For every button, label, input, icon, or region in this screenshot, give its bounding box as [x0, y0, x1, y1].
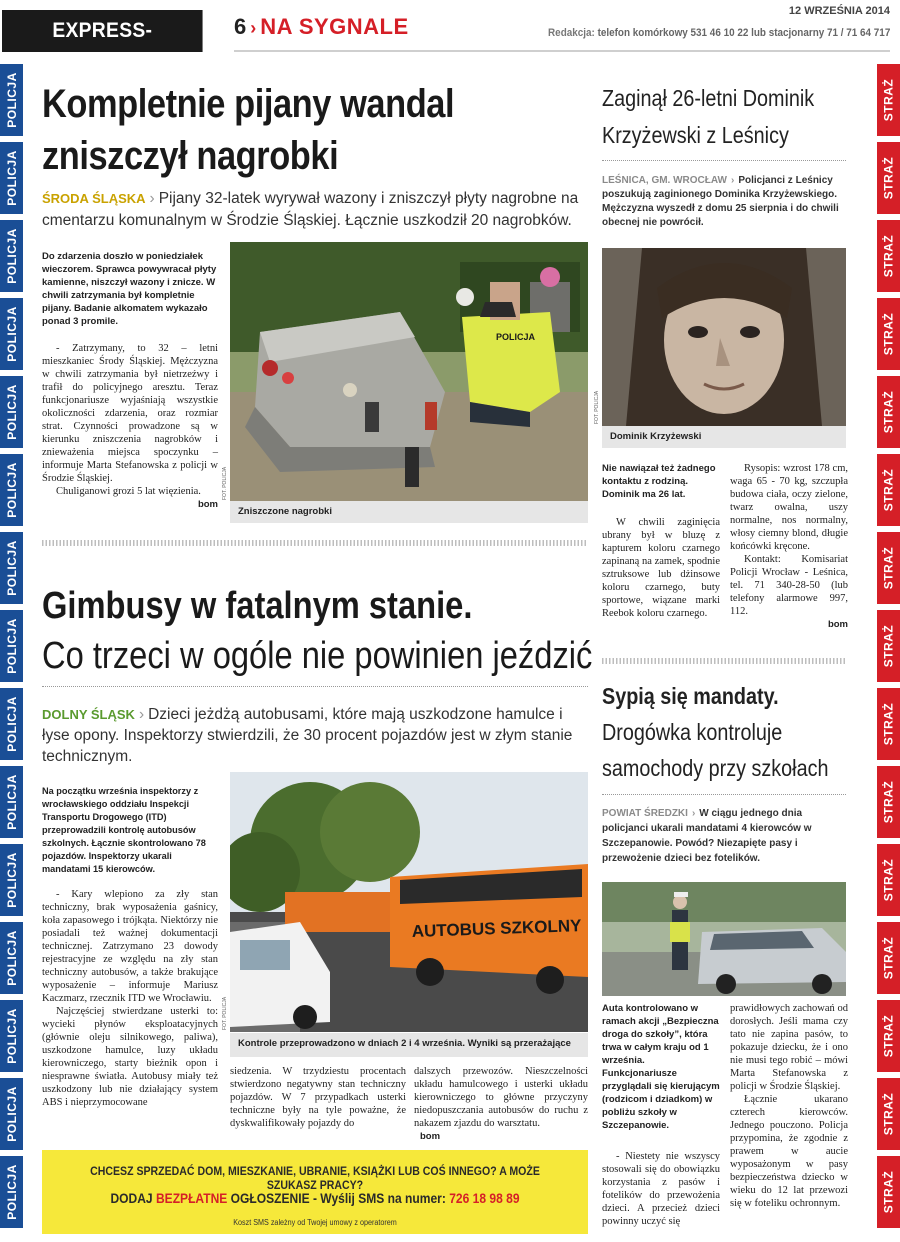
article2-photo-caption: Kontrole przeprowadzono w dniach 2 i 4 września. Wyniki są przerażające: [230, 1033, 588, 1057]
article2-lead-text: Dzieci jeżdżą autobusami, które mają uszkodzone hamulce i łyse opony. Inspektorzy stwierdzili, że 30 procent pojazdów jest w złym stanie technicznym.: [42, 706, 573, 765]
police-tab: [0, 922, 23, 994]
fire-tab: [877, 922, 900, 994]
ad-free-label: BEZPŁATNE: [155, 1190, 228, 1206]
article3-signature: bom: [827, 619, 848, 630]
article4-paragraph: Łącznie ukarano czterech kierowców. Jednego pouczono. Policja przypomina, że zgodnie z prawem w aucie wyposażonym w pasy bezpieczeństwa dziecko w wieku do 12 lat przewozi się w foteliku ochronnym.: [730, 1094, 848, 1209]
article3-photo-caption: Dominik Krzyżewski: [602, 426, 846, 448]
ad-sms-label: OGŁOSZENIE - Wyślij SMS na numer:: [230, 1190, 446, 1206]
article2-signature: bom: [420, 1131, 441, 1142]
fire-tab: [877, 142, 900, 214]
article4-lead: [602, 806, 846, 866]
article2-paragraph: Najczęściej stwierdzane usterki to: wycieki płynów eksploatacyjnych (głównie oleju silnikowego, paliwa), uszkodzone hamulce, luzy układu kierowniczego, starty bieżnik opon i niesprawne światła. Autobusy miały też uszkodzony lub nie działający system ABS i nieprzymocowane: [42, 1006, 218, 1108]
article4-paragraph: - Niestety nie wszyscy stosowali się do obowiązku korzystania z pasów i fotelików do przewożenia dzieci. A przecież dzieci powinny uczyć się: [602, 1151, 720, 1227]
article1-photo-credit: FOT. POLICJA: [222, 466, 228, 500]
article2-lead: [42, 704, 592, 767]
police-tab: [0, 1078, 23, 1150]
article3-body-col1: [602, 516, 720, 620]
fire-tab: [877, 64, 900, 136]
ad-sms-number[interactable]: 726 18 98 89: [449, 1190, 520, 1206]
page-number: 6: [234, 14, 247, 39]
fire-tab: [877, 1000, 900, 1072]
article1-paragraph: - Zatrzymany, to 32 – letni mieszkaniec Środy Śląskiej. Mężczyzna w chwili zatrzymania był nietrzeźwy i trafił do policyjnego aresztu. Teraz funkcjonariusze wyjaśniają wszystkie okoliczności zdarzenia, oraz rozmiar strat. Czynności prowadzone są w kierunku zniszczenia nagrobków i znieważenia miejsca spoczynku – informuje Marta Stefanowska z policji w Środzie Śląskiej.: [42, 343, 218, 484]
article3-rule: [602, 160, 846, 161]
article4-lead-text: W ciągu jednego dnia policjanci ukarali mandatami 4 kierowców w Szczepanowie. Powód? Niezapięte pasy i przewożenie dzieci bez fotelików.: [602, 808, 812, 864]
editorial-phones: telefon komórkowy 531 46 10 22 lub stacjonarny 71 / 71 64 717: [597, 27, 890, 39]
article1-lead: [42, 188, 594, 232]
ad-call-to-action: [80, 1190, 550, 1206]
police-tab-label: POLICJA: [4, 228, 19, 284]
police-tab: [0, 376, 23, 448]
article3-body-col2: [730, 462, 848, 631]
issue-date: 12 WRZEŚNIA 2014: [788, 5, 890, 17]
ad-cost-note: Koszt SMS zależny od Twojej umowy z operatorem: [233, 1218, 397, 1227]
police-tab: [0, 688, 23, 760]
police-tab: [0, 766, 23, 838]
fire-tab-label: STRAŻ: [881, 156, 896, 200]
site-logo[interactable]: EXPRESS-MIEJSKI.PL: [2, 10, 203, 52]
article2-photo-credit: FOT. POLICJA: [222, 996, 228, 1030]
article3-title: Zaginął 26-letni Dominik Krzyżewski z Leśnicy: [602, 85, 815, 148]
police-tab: [0, 532, 23, 604]
chevron-right-icon: ›: [731, 175, 735, 186]
page-number-section: [234, 14, 409, 40]
article2-intro: Na początku września inspektorzy z wrocławskiego oddziału Inspekcji Transportu Drogowego (ITD) przeprowadzili kontrolę autobusów szkolnych. Łącznie skontrolowano 78 pojazdów. Inspektorzy ukarali mandatami 15 kierowców.: [42, 786, 206, 874]
fire-tab: [877, 532, 900, 604]
police-tab: [0, 142, 23, 214]
fire-tab: [877, 454, 900, 526]
police-tab: [0, 64, 23, 136]
article4-paragraph: prawidłowych zachowań od dorosłych. Jeśli mama czy tato nie zapina pasów, to pokazuje dziecku, że i ono nie musi tego robić – mówi Marta Stefanowska z policji w Środzie Śląskiej.: [730, 1003, 848, 1092]
fire-tab: [877, 844, 900, 916]
sms-ad-banner[interactable]: [42, 1150, 588, 1234]
portrait-photo: [602, 248, 846, 426]
police-tab: [0, 610, 23, 682]
fire-tab-label: STRAŻ: [881, 1092, 896, 1136]
school-bus-photo: [230, 772, 588, 1032]
fire-tab-label: STRAŻ: [881, 234, 896, 278]
article3-paragraph: Rysopis: wzrost 178 cm, waga 65 - 70 kg, szczupła budowa ciała, oczy zielone, twarz owalna, uszy normalne, nos normalny, włosy ciemny blond, długie końcówki kręcone.: [730, 463, 848, 552]
traffic-control-photo: [602, 882, 846, 996]
police-tab-label: POLICJA: [4, 1164, 19, 1220]
article4-place: POWIAT ŚREDZKI: [602, 808, 688, 819]
fire-tab-label: STRAŻ: [881, 1170, 896, 1214]
fire-tab: [877, 220, 900, 292]
section-title: NA SYGNALE: [260, 14, 409, 39]
article1-paragraph: Chuliganowi grozi 5 lat więzienia.: [56, 486, 201, 497]
article3-intro: Nie nawiązał też żadnego kontaktu z rodziną. Dominik ma 26 lat.: [602, 463, 716, 500]
editorial-contact: [548, 27, 890, 39]
fire-tab-label: STRAŻ: [881, 390, 896, 434]
article4-rule: [602, 794, 846, 795]
fire-tab: [877, 1156, 900, 1228]
fire-tab: [877, 1078, 900, 1150]
article3-paragraph: Kontakt: Komisariat Policji Wrocław - Leśnica, tel. 71 340-28-50 (lub telefony alarmowe 997, 112.: [730, 554, 848, 617]
header-rule: [234, 50, 890, 52]
bus-sign: AUTOBUS SZKOLNY: [411, 916, 582, 941]
vest-text: POLICJA: [496, 332, 536, 342]
article4-intro: Auta kontrolowano w ramach akcji „Bezpieczna droga do szkoły”, która trwa w całym kraju od 1 września. Funkcjonariusze przyglądali się kierującym (rodzicom i dziadkom) w pobliżu szkoły w Szczepanowie.: [602, 1003, 720, 1131]
article1-lead-text: Pijany 32-latek wyrywał wazony i zniszczył płyty nagrobne na cmentarzu komunalnym w Środzie Śląskiej. Łącznie uszkodził 20 nagrobków.: [42, 190, 579, 229]
police-tab-label: POLICJA: [4, 540, 19, 596]
article4-title-bold: Sypią się mandaty.: [602, 683, 779, 709]
cemetery-photo: [230, 242, 588, 501]
article2-paragraph: dalszych przewozów. Nieszczelności układu hamulcowego i usterki układu kierowniczego to główne przyczyny niedopuszczania autobusów do ruchu z nakazem zjazdu do warsztatu.: [414, 1066, 588, 1129]
ad-add-label: DODAJ: [110, 1190, 153, 1206]
police-tab: [0, 220, 23, 292]
fire-tab: [877, 376, 900, 448]
article1-signature: bom: [197, 499, 218, 510]
article4-body-col2: [730, 1002, 848, 1210]
police-tab: [0, 1156, 23, 1228]
article1-body: [42, 342, 218, 511]
article1-photo: [230, 242, 588, 501]
police-tab: [0, 298, 23, 370]
police-tab: [0, 1000, 23, 1072]
editorial-label: Redakcja:: [547, 27, 595, 39]
police-tab-label: POLICJA: [4, 384, 19, 440]
police-tab-label: POLICJA: [4, 774, 19, 830]
fire-tab-label: STRAŻ: [881, 78, 896, 122]
police-tab-label: POLICJA: [4, 852, 19, 908]
fire-tab-label: STRAŻ: [881, 624, 896, 668]
article3-paragraph: W chwili zaginięcia ubrany był w bluzę z kapturem koloru czarnego zapinaną na zamek, spodnie sztruksowe lub dżinsowe koloru czarnego, buty sportowe, wiązane marki Reebok koloru czarnego.: [602, 517, 720, 619]
article3-photo-credit: FOT. POLICJA: [594, 390, 600, 424]
police-tab-label: POLICJA: [4, 150, 19, 206]
missing-person-photo: [602, 248, 846, 426]
fire-tab-label: STRAŻ: [881, 546, 896, 590]
article1-photo-caption: Zniszczone nagrobki: [230, 501, 588, 523]
article2-body-col3: [414, 1065, 588, 1143]
police-tab: [0, 844, 23, 916]
police-tab-label: POLICJA: [4, 462, 19, 518]
article2-rule: [42, 686, 588, 687]
fire-tab: [877, 688, 900, 760]
article2-title-bold: Gimbusy w fatalnym stanie.: [42, 585, 473, 627]
article2-body-col2: [230, 1065, 406, 1130]
fire-tab-label: STRAŻ: [881, 468, 896, 512]
article4-body-col1: [602, 1150, 720, 1228]
police-tab-label: POLICJA: [4, 72, 19, 128]
fire-tab-label: STRAŻ: [881, 858, 896, 902]
fire-tab-label: STRAŻ: [881, 702, 896, 746]
article2-paragraph: - Kary wlepiono za zły stan techniczny, brak wyposażenia gaśnicy, koła zapasowego i trójkąta. Niektórzy nie posiadali też ważnej dokumentacji technicznej. Zatrzymano 23 dowody rejestracyjne ze względu na zły stan techniczny autobusów, a także brakujące wyposażenie – informuje Mariusz Kaczmarz, rzecznik ITD we Wrocławiu.: [42, 889, 218, 1004]
article2-paragraph: siedzenia. W trzydziestu procentach stwierdzono negatywny stan techniczny pojazdów. W 7 przypadkach usterki techniczne były na tyle poważne, że dyskwalifikowały pojazdy do: [230, 1066, 406, 1129]
chevron-right-icon: ›: [149, 190, 155, 207]
article4-photo: [602, 882, 846, 996]
article3-lead: [602, 174, 846, 230]
article2-title-regular: Co trzeci w ogóle nie powinien jeździć: [42, 635, 593, 677]
article2-body-col1: [42, 888, 218, 1109]
fire-tab-label: STRAŻ: [881, 312, 896, 356]
police-tab-label: POLICJA: [4, 618, 19, 674]
section-divider: [602, 658, 846, 664]
article3-place: LEŚNICA, GM. WROCŁAW: [602, 175, 727, 186]
chevron-right-icon: ›: [138, 706, 145, 723]
fire-tab: [877, 610, 900, 682]
article2-photo: [230, 772, 588, 1032]
police-tab-label: POLICJA: [4, 930, 19, 986]
police-tab-label: POLICJA: [4, 1008, 19, 1064]
ad-question: CHCESZ SPRZEDAĆ DOM, MIESZKANIE, UBRANIE, KSIĄŻKI LUB COŚ INNEGO? A MOŻE SZUKASZ PRACY?: [90, 1164, 540, 1192]
police-tab-label: POLICJA: [4, 696, 19, 752]
fire-tab-label: STRAŻ: [881, 780, 896, 824]
fire-tab-label: STRAŻ: [881, 936, 896, 980]
article4-title-line1: Drogówka kontroluje: [602, 719, 783, 745]
fire-tab-label: STRAŻ: [881, 1014, 896, 1058]
article4-title-line2: samochody przy szkołach: [602, 755, 829, 781]
fire-tab: [877, 766, 900, 838]
chevron-right-icon: ›: [250, 18, 257, 38]
police-tab-label: POLICJA: [4, 306, 19, 362]
article1-title: Kompletnie pijany wandal zniszczył nagrobki: [42, 82, 455, 178]
police-tab: [0, 454, 23, 526]
article3-lead-text: Policjanci z Leśnicy poszukują zaginionego Dominika Krzyżewskiego. Mężczyzna wyszedł z domu 25 sierpnia i do chwili obecnej nie powrócił.: [602, 175, 839, 228]
section-divider: [42, 540, 588, 546]
article2-place: DOLNY ŚLĄSK: [42, 707, 135, 722]
police-tab-label: POLICJA: [4, 1086, 19, 1142]
fire-tab: [877, 298, 900, 370]
article1-intro: Do zdarzenia doszło w poniedziałek wieczorem. Sprawca powywracał płyty kamienne, niszczył wazony i znicze. W chwili zatrzymania był kompletnie pijany. Badanie alkomatem wykazało ponad 3 promile.: [42, 251, 217, 327]
article1-place: ŚRODA ŚLĄSKA: [42, 191, 146, 206]
chevron-right-icon: ›: [691, 808, 696, 819]
